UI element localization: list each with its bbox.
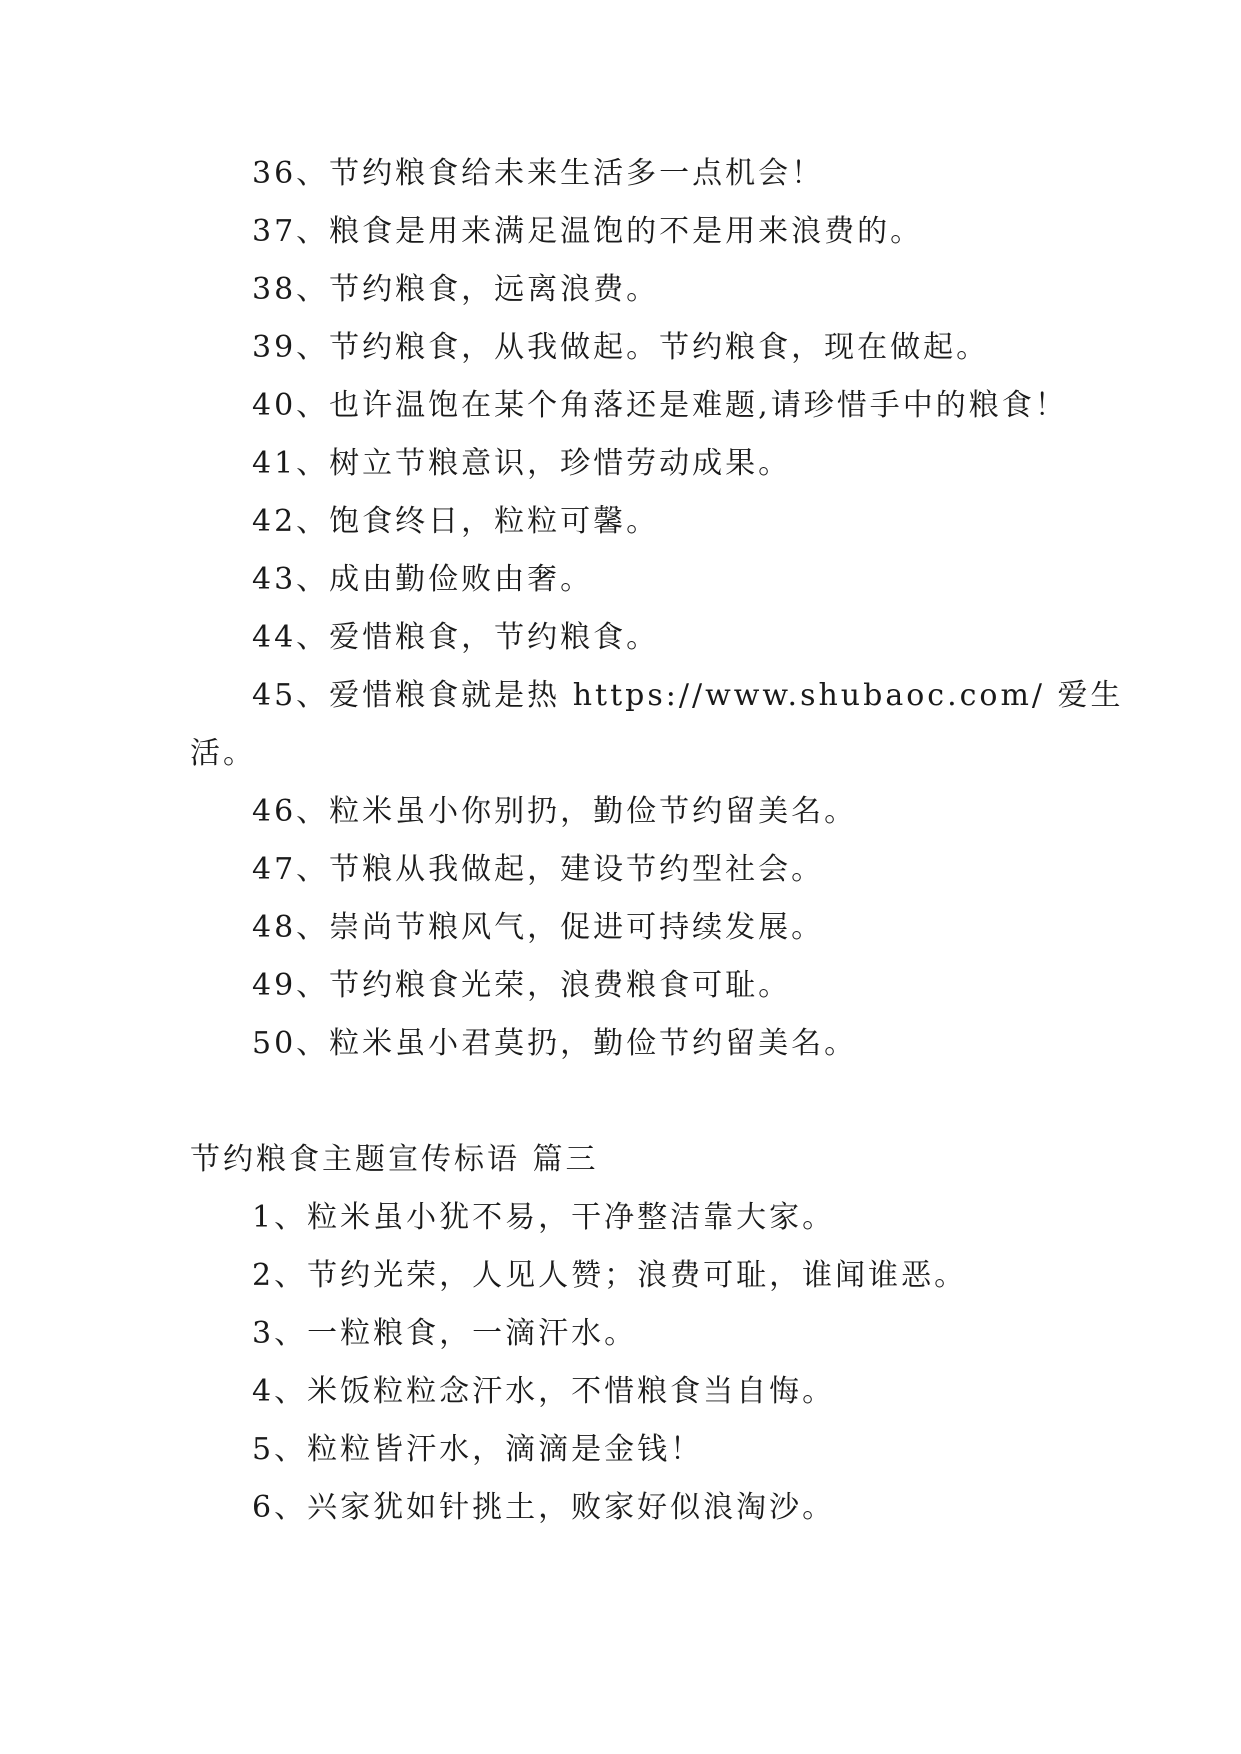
list-item: 36、节约粮食给未来生活多一点机会！ [252, 156, 825, 191]
list-item: 46、粒米虽小你别扔，勤俭节约留美名。 [252, 794, 858, 829]
list-item: 50、粒米虽小君莫扔，勤俭节约留美名。 [252, 1026, 858, 1061]
text-body [190, 145, 1124, 1537]
list-item: 44、爱惜粮食，节约粮食。 [252, 620, 660, 655]
section-heading: 节约粮食主题宣传标语 篇三 [190, 1142, 599, 1177]
list-item: 41、树立节粮意识，珍惜劳动成果。 [252, 446, 792, 481]
list-item: 6、兴家犹如针挑土，败家好似浪淘沙。 [252, 1490, 836, 1525]
list-item: 43、成由勤俭败由奢。 [252, 562, 594, 597]
list-item: 49、节约粮食光荣，浪费粮食可耻。 [252, 968, 792, 1003]
list-item: 39、节约粮食，从我做起。节约粮食，现在做起。 [252, 330, 990, 365]
list-item-with-link: 45、爱惜粮食就是热 https://www.shubaoc.com/ 爱生 [252, 678, 1124, 713]
list-item-continuation: 活。 [190, 736, 256, 771]
section-spacer [190, 1073, 1060, 1131]
list-item: 47、节粮从我做起，建设节约型社会。 [252, 852, 825, 887]
list-item: 37、粮食是用来满足温饱的不是用来浪费的。 [252, 214, 924, 249]
list-item: 42、饱食终日，粒粒可馨。 [252, 504, 660, 539]
list-item: 38、节约粮食，远离浪费。 [252, 272, 660, 307]
list-item: 40、也许温饱在某个角落还是难题,请珍惜手中的粮食！ [252, 388, 1068, 423]
list-item: 3、一粒粮食，一滴汗水。 [252, 1316, 638, 1351]
list-item: 48、崇尚节粮风气，促进可持续发展。 [252, 910, 825, 945]
list-item: 2、节约光荣，人见人赞；浪费可耻，谁闻谁恶。 [252, 1258, 968, 1293]
list-item: 4、米饭粒粒念汗水，不惜粮食当自悔。 [252, 1374, 836, 1409]
list-item: 5、粒粒皆汗水，滴滴是金钱！ [252, 1432, 704, 1467]
list-item: 1、粒米虽小犹不易，干净整洁靠大家。 [252, 1200, 836, 1235]
